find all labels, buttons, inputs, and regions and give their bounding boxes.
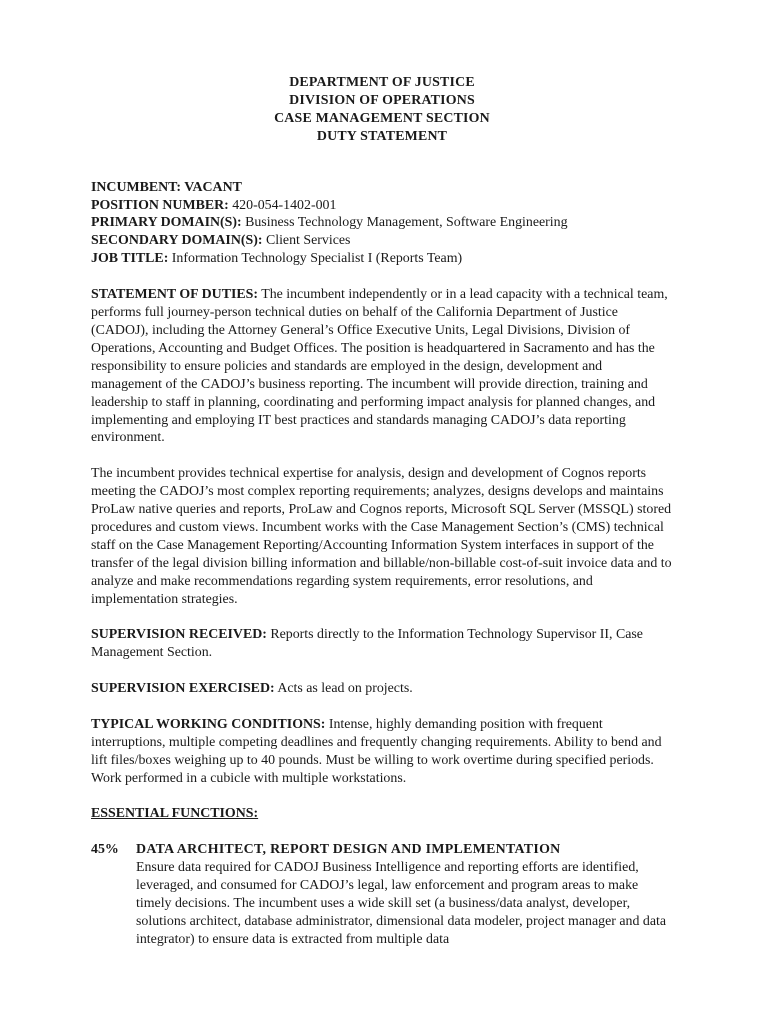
statement-of-duties (91, 286, 673, 447)
job-title-label: JOB TITLE: (91, 251, 169, 267)
primary-domain-label: PRIMARY DOMAIN(S): (91, 215, 242, 231)
secondary-domain-label: SECONDARY DOMAIN(S): (91, 233, 263, 249)
essential-functions-heading-text: ESSENTIAL FUNCTIONS: (91, 806, 259, 822)
job-title-value: Information Technology Specialist I (Reports Team) (168, 251, 463, 267)
position-number-label: POSITION NUMBER: (91, 197, 229, 213)
working-conditions-text: Intense, highly demanding position with frequent interruptions, multiple competing deadlines and frequently changing requirements. Ability to bend and lift files/boxes weighing up to 40 pounds. Must be willing to work overtime during specified periods. Work performed in a cubicle with multiple workstations. (91, 716, 662, 786)
duty-statement-page (91, 74, 673, 949)
incumbent-label: INCUMBENT: VACANT (91, 179, 242, 195)
function-percent: 45% (91, 842, 119, 858)
working-conditions-label: TYPICAL WORKING CONDITIONS: (91, 716, 326, 732)
position-number-value: 420-054-1402-001 (228, 197, 337, 213)
essential-function-item (91, 841, 673, 948)
secondary-domain-field (91, 232, 673, 250)
primary-domain-value: Business Technology Management, Software Engineering (241, 215, 568, 231)
incumbent-field (91, 179, 673, 197)
function-text: Ensure data required for CADOJ Business Intelligence and reporting efforts are identified, leveraged, and consumed for CADOJ’s legal, law enforcement and program areas to make timely decisions. The incumbent uses a wide skill set (a business/data analyst, developer, solutions architect, database administrator, dimensional data modeler, project manager and data integrator) to ensure data is extracted from multiple data (136, 860, 667, 947)
supervision-exercised-text: Acts as lead on projects. (274, 681, 413, 697)
supervision-received-text: Reports directly to the Information Technology Supervisor II, Case Management Section. (91, 627, 643, 661)
position-fields (91, 179, 673, 269)
supervision-received (91, 626, 673, 662)
technical-expertise-paragraph: The incumbent provides technical expertise for analysis, design and development of Cognos reports meeting the CADOJ’s most complex reporting requirements; analyzes, designs develops and maintains ProLaw native queries and reports, ProLaw and Cognos reports, Microsoft SQL Server (MSSQL) stored procedures and custom views. Incumbent works with the Case Management Section’s (CMS) technical staff on the Case Management Reporting/Accounting Information System interfaces in support of the transfer of the legal division billing information and billable/non-billable cost-of-suit invoice data and to analyze and make recommendations regarding system requirements, error resolutions, and implementation strategies. (91, 466, 672, 607)
position-number-field (91, 197, 673, 215)
job-title-field (91, 250, 673, 268)
supervision-exercised (91, 680, 673, 698)
secondary-domain-value: Client Services (262, 233, 351, 249)
header-section: CASE MANAGEMENT SECTION (274, 110, 490, 126)
function-title: DATA ARCHITECT, REPORT DESIGN AND IMPLEMENTATION (136, 842, 561, 858)
primary-domain-field (91, 214, 673, 232)
supervision-received-label: SUPERVISION RECEIVED: (91, 627, 267, 643)
function-body (136, 841, 673, 948)
working-conditions (91, 716, 673, 788)
statement-of-duties-label: STATEMENT OF DUTIES: (91, 287, 258, 303)
statement-of-duties-text: The incumbent independently or in a lead capacity with a technical team, performs full journey-person technical duties on behalf of the California Department of Justice (CADOJ), including the Attorney General’s Office Executive Units, Legal Divisions, Division of Operations, Accounting and Budget Offices. The position is headquartered in Sacramento and has the responsibility to ensure policies and standards are employed in the design, development and management of the CADOJ’s business reporting. The incumbent will provide direction, training and leadership to staff in planning, coordinating and performing impact analysis for planned changes, and implementing and employing IT best practices and standards managing CADOJ’s data reporting environment. (91, 287, 668, 446)
essential-functions-heading (91, 805, 673, 823)
supervision-exercised-label: SUPERVISION EXERCISED: (91, 681, 275, 697)
header-department: DEPARTMENT OF JUSTICE (289, 75, 475, 90)
header-title: DUTY STATEMENT (316, 128, 448, 144)
header-division: DIVISION OF OPERATIONS (289, 92, 475, 108)
document-header (91, 74, 673, 146)
